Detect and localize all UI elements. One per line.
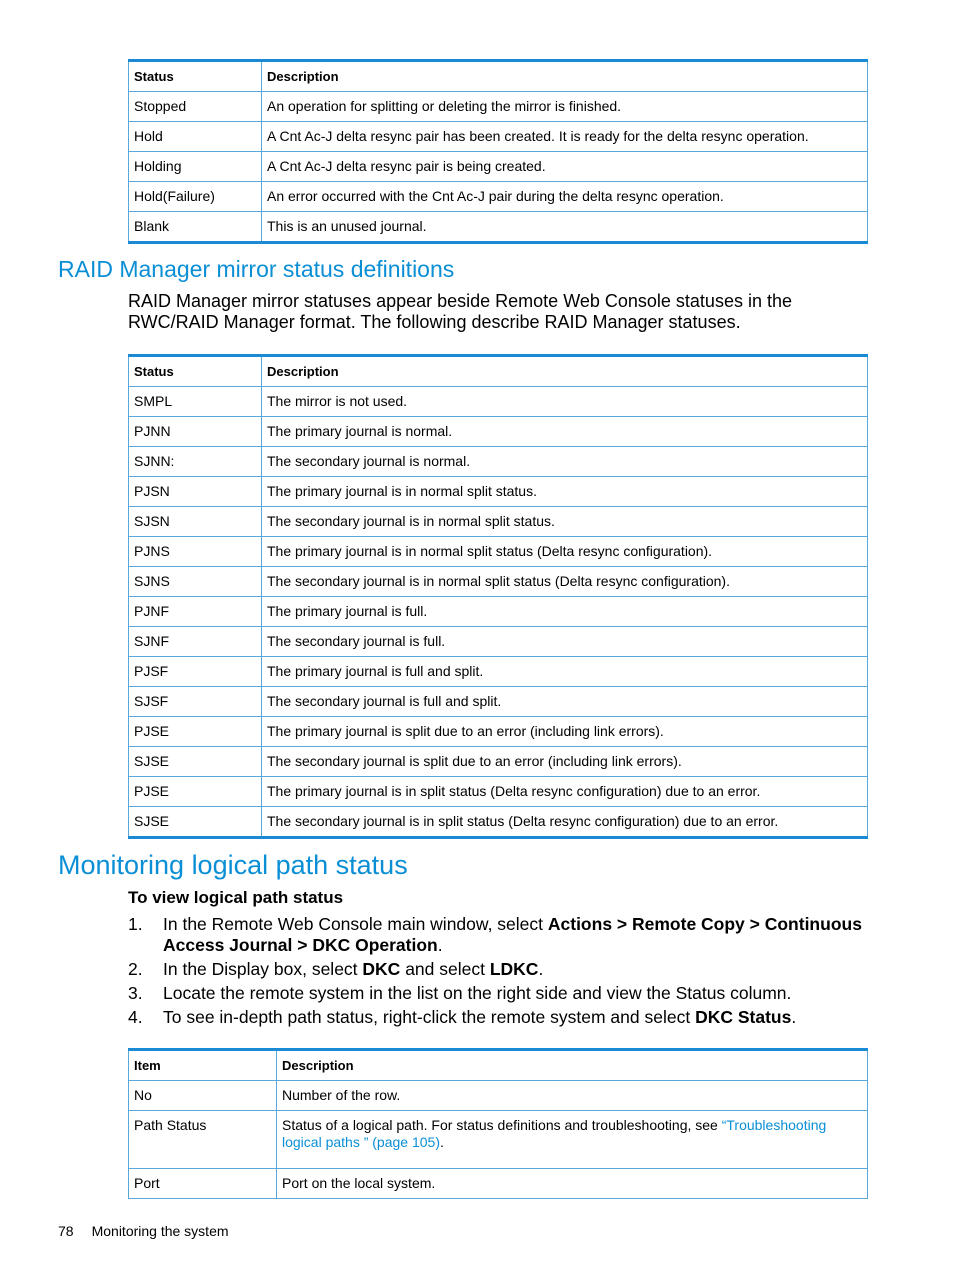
status-cell: Hold(Failure)	[129, 182, 262, 212]
description-cell: An error occurred with the Cnt Ac-J pair during the delta resync operation.	[262, 182, 868, 212]
column-header-description: Description	[262, 61, 868, 92]
step-text: .	[791, 1007, 797, 1027]
status-cell: PJSF	[129, 657, 262, 687]
list-item	[128, 959, 873, 980]
description-cell: The primary journal is normal.	[262, 417, 868, 447]
description-cell: An operation for splitting or deleting the mirror is finished.	[262, 92, 868, 122]
description-cell: The secondary journal is normal.	[262, 447, 868, 477]
status-cell: PJSN	[129, 477, 262, 507]
column-header-description: Description	[277, 1050, 868, 1081]
table-header-row	[129, 1050, 868, 1081]
table-header-row	[129, 356, 868, 387]
procedure-steps	[128, 914, 873, 1031]
status-cell: SJSE	[129, 747, 262, 777]
description-text: .	[440, 1134, 444, 1150]
page-title: Monitoring logical path status	[58, 850, 408, 880]
description-cell: The primary journal is full.	[262, 597, 868, 627]
table-row	[129, 1081, 868, 1111]
status-cell: PJNF	[129, 597, 262, 627]
description-cell: The primary journal is in normal split status.	[262, 477, 868, 507]
description-cell: The primary journal is split due to an error (including link errors).	[262, 717, 868, 747]
table-row	[129, 717, 868, 747]
status-cell: PJSE	[129, 777, 262, 807]
step-number: 3.	[128, 983, 143, 1003]
description-cell: A Cnt Ac-J delta resync pair is being created.	[262, 152, 868, 182]
description-cell: The secondary journal is in split status (Delta resync configuration) due to an error.	[262, 807, 868, 838]
step-option: DKC Status	[695, 1007, 792, 1027]
table-row	[129, 507, 868, 537]
status-cell: PJNS	[129, 537, 262, 567]
page-number: 78	[58, 1223, 74, 1239]
step-text: In the Display box, select	[163, 959, 363, 979]
status-table-1	[128, 59, 868, 244]
table-row	[129, 387, 868, 417]
status-cell: SMPL	[129, 387, 262, 417]
table-row	[129, 747, 868, 777]
status-cell: Holding	[129, 152, 262, 182]
column-header-status: Status	[129, 356, 262, 387]
item-cell: Path Status	[129, 1111, 277, 1169]
step-text: In the Remote Web Console main window, select	[163, 914, 548, 934]
table-row	[129, 417, 868, 447]
table-row	[129, 92, 868, 122]
step-number: 4.	[128, 1007, 143, 1027]
table-row	[129, 807, 868, 838]
section-intro-paragraph: RAID Manager mirror statuses appear beside Remote Web Console statuses in the RWC/RAID Manager format. The following describe RAID Manager statuses.	[128, 291, 792, 332]
description-cell: A Cnt Ac-J delta resync pair has been created. It is ready for the delta resync operation.	[262, 122, 868, 152]
table-row	[129, 777, 868, 807]
table-row	[129, 627, 868, 657]
status-cell: Stopped	[129, 92, 262, 122]
item-cell: Port	[129, 1169, 277, 1199]
table-row	[129, 182, 868, 212]
description-cell: This is an unused journal.	[262, 212, 868, 243]
step-text: .	[437, 935, 443, 955]
step-number: 1.	[128, 914, 143, 934]
table-row	[129, 657, 868, 687]
description-cell: The primary journal is full and split.	[262, 657, 868, 687]
step-option: LDKC	[489, 959, 539, 979]
description-cell: The secondary journal is full.	[262, 627, 868, 657]
description-cell: The mirror is not used.	[262, 387, 868, 417]
list-item	[128, 914, 873, 956]
list-item	[128, 1007, 873, 1028]
column-header-description: Description	[262, 356, 868, 387]
description-cell: The secondary journal is in normal split status.	[262, 507, 868, 537]
status-cell: Hold	[129, 122, 262, 152]
description-cell: The secondary journal is full and split.	[262, 687, 868, 717]
description-cell: The primary journal is in split status (Delta resync configuration) due to an error.	[262, 777, 868, 807]
step-text: To see in-depth path status, right-click the remote system and select	[163, 1007, 696, 1027]
chapter-title: Monitoring the system	[91, 1223, 229, 1239]
raid-manager-status-table	[128, 354, 868, 839]
table-row	[129, 1169, 868, 1199]
status-cell: SJSE	[129, 807, 262, 838]
logical-path-table	[128, 1048, 868, 1199]
page-footer	[58, 1223, 247, 1239]
step-text: and select	[400, 959, 490, 979]
table-row	[129, 212, 868, 243]
table-row	[129, 1111, 868, 1169]
description-cell	[277, 1111, 868, 1169]
description-text: Port on the local system.	[282, 1175, 436, 1191]
item-cell: No	[129, 1081, 277, 1111]
status-cell: PJNN	[129, 417, 262, 447]
status-cell: SJNS	[129, 567, 262, 597]
status-cell: Blank	[129, 212, 262, 243]
table-row	[129, 687, 868, 717]
section-heading-raid-manager: RAID Manager mirror status definitions	[58, 256, 455, 282]
table-row	[129, 567, 868, 597]
step-option: DKC	[362, 959, 401, 979]
table-row	[129, 447, 868, 477]
status-cell: PJSE	[129, 717, 262, 747]
description-cell	[277, 1081, 868, 1111]
description-cell	[277, 1169, 868, 1199]
status-cell: SJNN:	[129, 447, 262, 477]
procedure-title: To view logical path status	[128, 888, 344, 907]
list-item	[128, 983, 873, 1004]
column-header-item: Item	[129, 1050, 277, 1081]
description-cell: The primary journal is in normal split status (Delta resync configuration).	[262, 537, 868, 567]
status-cell: SJNF	[129, 627, 262, 657]
table-row	[129, 537, 868, 567]
description-cell: The secondary journal is in normal split status (Delta resync configuration).	[262, 567, 868, 597]
table-row	[129, 152, 868, 182]
table-row	[129, 122, 868, 152]
troubleshooting-link[interactable]: “Troubleshooting logical paths ” (page 105)	[282, 1117, 827, 1150]
status-cell: SJSN	[129, 507, 262, 537]
step-text: .	[538, 959, 544, 979]
table-row	[129, 477, 868, 507]
table-row	[129, 597, 868, 627]
description-text: Number of the row.	[282, 1087, 401, 1103]
description-cell: The secondary journal is split due to an error (including link errors).	[262, 747, 868, 777]
status-cell: SJSF	[129, 687, 262, 717]
table-header-row	[129, 61, 868, 92]
step-menu-path: Actions > Remote Copy > Continuous Access Journal > DKC Operation	[163, 914, 862, 955]
description-text: Status of a logical path. For status definitions and troubleshooting, see	[282, 1117, 722, 1133]
step-number: 2.	[128, 959, 143, 979]
step-text: Locate the remote system in the list on the right side and view the Status column.	[163, 983, 792, 1003]
column-header-status: Status	[129, 61, 262, 92]
